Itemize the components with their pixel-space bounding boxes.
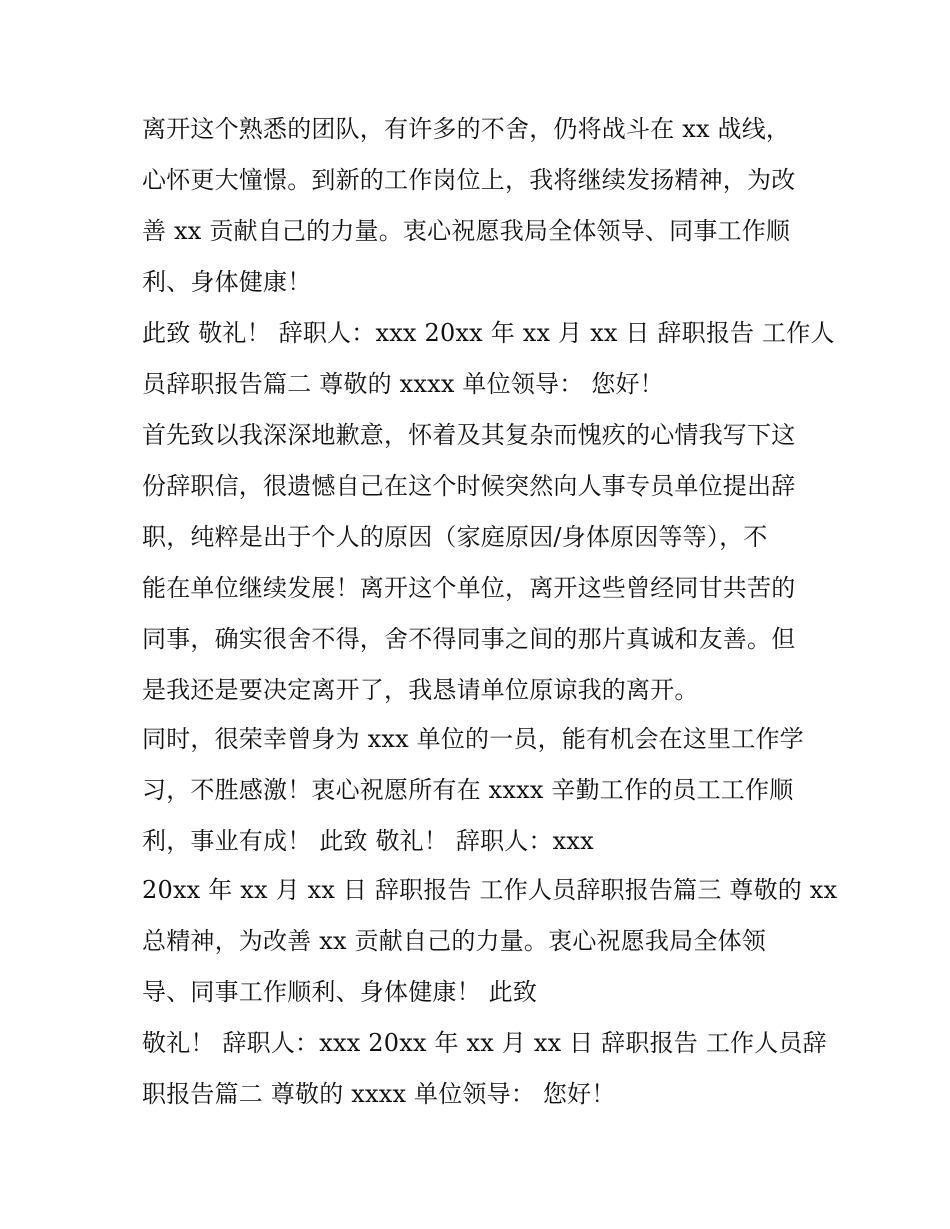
text-line: 心怀更大憧憬。到新的工作岗位上，我将继续发扬精神，为改 (142, 166, 796, 194)
text-line: 离开这个熟悉的团队，有许多的不舍，仍将战斗在 xx 战线， (142, 115, 791, 143)
text-line: 敬礼！ 辞职人：xxx 20xx 年 xx 月 xx 日 辞职报告 工作人员辞 (142, 1029, 827, 1057)
text-line: 职报告篇二 尊敬的 xxxx 单位领导： 您好！ (142, 1080, 616, 1108)
text-line: 首先致以我深深地歉意，怀着及其复杂而愧疚的心情我写下这 (142, 421, 796, 449)
text-line: 同事，确实很舍不得，舍不得同事之间的那片真诚和友善。但 (142, 625, 796, 653)
text-line: 习，不胜感激！衷心祝愿所有在 xxxx 辛勤工作的员工工作顺 (142, 776, 794, 804)
text-line: 利，事业有成！ 此致 敬礼！ 辞职人：xxx (142, 827, 594, 855)
text-line: 职，纯粹是出于个人的原因（家庭原因/身体原因等等），不 (142, 523, 768, 551)
text-line: 员辞职报告篇二 尊敬的 xxxx 单位领导： 您好！ (142, 370, 664, 398)
text-line: 份辞职信，很遗憾自己在这个时候突然向人事专员单位提出辞 (142, 472, 796, 500)
text-line: 善 xx 贡献自己的力量。衷心祝愿我局全体领导、同事工作顺 (142, 217, 791, 245)
text-line: 是我还是要决定离开了，我恳请单位原谅我的离开。 (142, 676, 699, 704)
text-line: 同时，很荣幸曾身为 xxx 单位的一员，能有机会在这里工作学 (142, 725, 804, 753)
text-line: 导、同事工作顺利、身体健康！ 此致 (142, 978, 538, 1006)
text-line: 总精神，为改善 xx 贡献自己的力量。衷心祝愿我局全体领 (142, 927, 766, 955)
text-line: 20xx 年 xx 月 xx 日 辞职报告 工作人员辞职报告篇三 尊敬的 xx (142, 876, 838, 904)
text-line: 此致 敬礼！ 辞职人：xxx 20xx 年 xx 月 xx 日 辞职报告 工作人 (142, 319, 835, 347)
text-line: 利、身体健康！ (142, 268, 312, 296)
text-line: 能在单位继续发展！离开这个单位，离开这些曾经同甘共苦的 (142, 574, 796, 602)
